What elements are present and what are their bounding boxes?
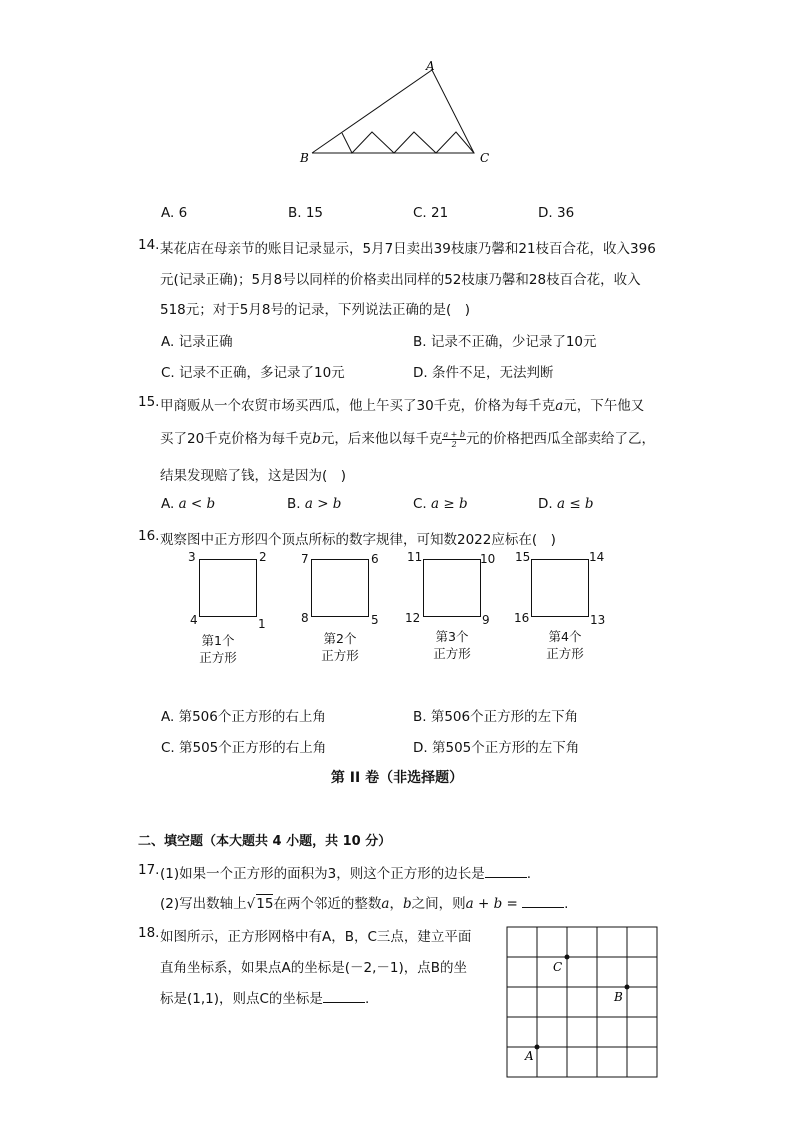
point-c <box>565 955 570 960</box>
q16-option-d: D. 第505个正方形的左下角 <box>413 740 580 756</box>
q18-blank <box>323 990 365 1003</box>
point-a <box>535 1045 540 1050</box>
q17-part-2-end: . <box>564 896 569 912</box>
q16-sq4-caption <box>535 628 595 662</box>
q17-part-2-b: 在两个邻近的整数 <box>273 896 382 912</box>
q15-var-a: a <box>555 398 564 414</box>
zigzag-lines <box>342 132 474 153</box>
q16-sq1-tl: 3 <box>188 550 196 564</box>
q13-triangle-figure <box>296 58 496 168</box>
q15-option-d-expr: a ≤ b <box>556 496 594 512</box>
q16-sq2-caption-1: 第2个 <box>323 631 357 646</box>
q15-option-c-expr: a ≥ b <box>431 496 468 512</box>
q16-sq2-tr: 6 <box>371 552 379 566</box>
q16-sq3-tl: 11 <box>407 550 423 564</box>
q16-sq3-tr: 10 <box>480 552 496 566</box>
q18-line-3-a: 标是(1,1)，则点C的坐标是 <box>160 991 323 1007</box>
q14-option-b: B. 记录不正确，少记录了10元 <box>413 334 597 350</box>
q16-line-1: 观察图中正方形四个顶点所标的数字规律，可知数2022应标在( ) <box>160 532 556 548</box>
q16-sq3-br: 9 <box>482 613 490 627</box>
q16-sq3-caption-2: 正方形 <box>433 646 471 661</box>
q16-sq4-caption-2: 正方形 <box>546 646 584 661</box>
q15-option-a <box>161 496 215 512</box>
q15-option-c <box>413 496 468 512</box>
q15-frac-top: a + b <box>443 429 466 439</box>
q13-option-c: C. 21 <box>413 205 449 221</box>
q16-sq1-tr: 2 <box>259 550 267 564</box>
q15-var-b: b <box>312 431 321 447</box>
q15-option-d-label: D. <box>538 496 553 512</box>
q18-line-1: 如图所示，正方形网格中有A，B，C三点，建立平面 <box>160 929 472 945</box>
q18-line-3-end: . <box>364 991 370 1007</box>
q15-line-3: 结果发现赔了钱，这是因为( ) <box>160 468 347 484</box>
q16-sq2-caption-2: 正方形 <box>321 648 359 663</box>
label-c: C <box>480 151 490 165</box>
q17-blank-2 <box>522 895 564 908</box>
label-b: B <box>300 151 309 165</box>
q17-number: 17. <box>138 862 160 878</box>
q16-sq4-tl: 15 <box>515 550 531 564</box>
q17-part-2-a: (2)写出数轴上 <box>160 896 247 912</box>
q18-line-3 <box>160 987 369 1007</box>
q15-fraction <box>442 430 466 449</box>
q16-sq4-bl: 16 <box>514 611 530 625</box>
q15-option-c-label: C. <box>413 496 427 512</box>
q16-square-3 <box>423 559 481 617</box>
q17-var-a: a <box>381 896 390 912</box>
q16-sq1-caption <box>188 632 248 666</box>
q17-blank-1 <box>485 865 527 878</box>
q17-sum-expr: a + b = <box>465 896 518 912</box>
q17-sqrt-radicand: 15 <box>256 896 274 912</box>
q16-square-1 <box>199 559 257 617</box>
q14-option-c: C. 记录不正确，多记录了10元 <box>161 365 345 381</box>
q18-number: 18. <box>138 925 160 941</box>
q16-number: 16. <box>138 528 160 544</box>
q16-sq3-caption <box>422 628 482 662</box>
q17-part-2-c: ， <box>389 896 403 912</box>
q16-sq1-br: 1 <box>258 617 266 631</box>
q16-sq4-tr: 14 <box>589 550 605 564</box>
q15-option-b-label: B. <box>287 496 301 512</box>
q17-var-b: b <box>402 896 412 912</box>
q16-sq2-caption <box>310 630 370 664</box>
q16-option-a: A. 第506个正方形的右上角 <box>161 709 326 725</box>
q15-line-1-end: 元，下午他又 <box>563 398 645 414</box>
q15-line-2 <box>160 427 655 449</box>
q14-number: 14. <box>138 237 160 253</box>
q17-part-1-end: . <box>526 866 532 882</box>
q15-frac-bottom: 2 <box>451 439 457 449</box>
q15-line-2-a: 买了20千克价格为每千克 <box>160 431 313 447</box>
q16-sq3-caption-1: 第3个 <box>435 629 469 644</box>
q13-option-d: D. 36 <box>538 205 575 221</box>
q16-sq1-caption-1: 第1个 <box>201 633 235 648</box>
q15-line-2-c: 元的价格把西瓜全部卖给了乙， <box>466 431 656 447</box>
q18-grid-figure <box>505 925 660 1080</box>
grid-label-c: C <box>553 960 563 974</box>
q15-option-d <box>538 496 594 512</box>
q16-sq1-caption-2: 正方形 <box>199 650 237 665</box>
q16-sq2-br: 5 <box>371 613 379 627</box>
q15-option-a-label: A. <box>161 496 175 512</box>
q17-part-1-text: (1)如果一个正方形的面积为3，则这个正方形的边长是 <box>160 866 485 882</box>
q18-line-2: 直角坐标系，如果点A的坐标是(－2,－1)，点B的坐 <box>160 960 467 976</box>
q13-option-a: A. 6 <box>161 205 188 221</box>
grid-label-a: A <box>525 1049 534 1063</box>
q16-square-2 <box>311 559 369 617</box>
q16-option-c: C. 第505个正方形的右上角 <box>161 740 327 756</box>
grid-label-b: B <box>614 990 623 1004</box>
q16-sq1-bl: 4 <box>190 613 198 627</box>
q15-option-b-expr: a > b <box>304 496 342 512</box>
q16-sq2-bl: 8 <box>301 611 309 625</box>
q15-number: 15. <box>138 394 160 410</box>
q15-line-1-text: 甲商贩从一个农贸市场买西瓜，他上午买了30千克，价格为每千克 <box>160 398 556 414</box>
q16-sq4-br: 13 <box>590 613 606 627</box>
triangle-outline <box>312 70 474 153</box>
q17-part-2: (2)写出数轴上√15在两个邻近的整数a，b之间，则a + b = . <box>160 896 569 912</box>
q15-line-2-b: 元，后来他以每千克 <box>320 431 443 447</box>
q15-line-1 <box>160 394 644 414</box>
point-b <box>625 985 630 990</box>
fill-in-heading: 二、填空题（本大题共 4 小题，共 10 分） <box>138 834 392 849</box>
section-2-title: 第 II 卷（非选择题） <box>330 770 464 786</box>
label-a: A <box>426 59 435 73</box>
q13-option-b: B. 15 <box>288 205 324 221</box>
q16-option-b: B. 第506个正方形的左下角 <box>413 709 579 725</box>
q16-sq3-bl: 12 <box>405 611 421 625</box>
q14-line-1: 某花店在母亲节的账目记录显示，5月7日卖出39枝康乃馨和21枝百合花，收入396 <box>160 241 656 257</box>
q16-square-4 <box>531 559 589 617</box>
q14-line-2: 元(记录正确)；5月8号以同样的价格卖出同样的52枝康乃馨和28枝百合花，收入 <box>160 272 641 288</box>
q14-line-3: 518元；对于5月8号的记录，下列说法正确的是( ) <box>160 302 470 318</box>
q17-part-1 <box>160 862 531 882</box>
q17-part-2-d: 之间，则 <box>411 896 466 912</box>
q14-option-a: A. 记录正确 <box>161 334 233 350</box>
q15-option-b <box>287 496 341 512</box>
q16-sq4-caption-1: 第4个 <box>548 629 582 644</box>
q14-option-d: D. 条件不足，无法判断 <box>413 365 554 381</box>
q15-option-a-expr: a < b <box>178 496 216 512</box>
q16-sq2-tl: 7 <box>301 552 309 566</box>
